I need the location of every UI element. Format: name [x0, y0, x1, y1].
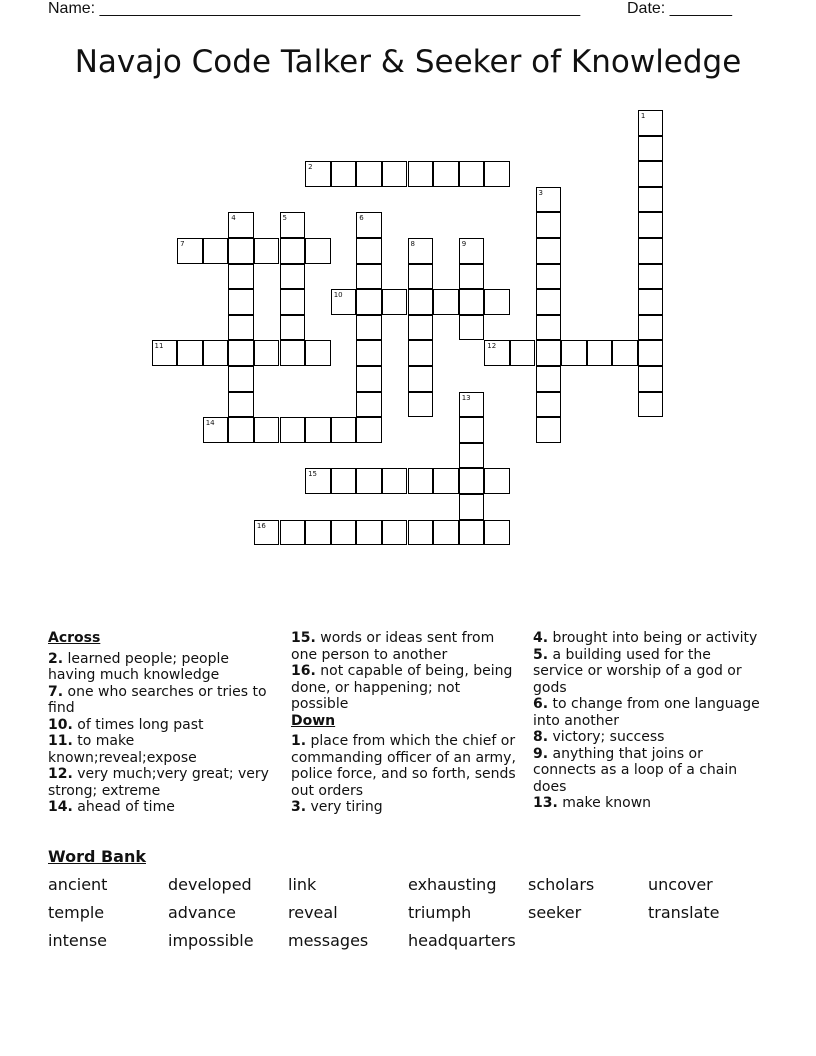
clue-number: 12 — [487, 342, 497, 351]
grid-cell[interactable] — [638, 392, 664, 418]
grid-cell[interactable] — [203, 238, 229, 264]
grid-cell[interactable] — [408, 340, 434, 366]
grid-cell[interactable] — [382, 520, 408, 546]
grid-cell[interactable] — [382, 468, 408, 494]
clue-number: 15 — [308, 470, 318, 479]
grid-cell[interactable] — [280, 238, 306, 264]
grid-cell[interactable] — [587, 340, 613, 366]
clue-column-2 — [291, 630, 519, 816]
grid-cell[interactable] — [356, 264, 382, 290]
grid-cell[interactable] — [305, 468, 331, 494]
grid-cell[interactable] — [433, 289, 459, 315]
clue-number: 16 — [256, 521, 266, 530]
grid-cell[interactable] — [638, 366, 664, 392]
grid-cell[interactable] — [254, 520, 280, 546]
grid-cell[interactable] — [484, 161, 510, 187]
grid-cell[interactable] — [612, 340, 638, 366]
clue-across-10: 10. of times long past — [48, 716, 204, 733]
clue-across-11: 11. to make known;reveal;expose — [48, 733, 197, 766]
grid-cell[interactable] — [433, 520, 459, 546]
word-bank-title: Word Bank — [48, 847, 147, 866]
clue-number: 10 — [333, 291, 343, 300]
grid-cell[interactable] — [382, 289, 408, 315]
grid-cell[interactable] — [280, 212, 306, 238]
word-bank-word: seeker — [528, 903, 582, 922]
clue-number: 2 — [308, 163, 313, 172]
clue-across-12: 12. very much;very great; very strong; extreme — [48, 766, 269, 799]
grid-cell[interactable] — [177, 340, 203, 366]
grid-cell[interactable] — [228, 392, 254, 418]
grid-cell[interactable] — [254, 417, 280, 443]
grid-cell[interactable] — [638, 110, 664, 136]
grid-cell[interactable] — [305, 340, 331, 366]
clue-across-2: 2. learned people; people having much knowledge — [48, 650, 230, 683]
clue-down-4: 4. brought into being or activity — [533, 630, 758, 646]
grid-cell[interactable] — [356, 392, 382, 418]
clue-number: 8 — [410, 240, 415, 248]
clue-number: 9 — [461, 240, 467, 248]
clue-number: 11 — [154, 342, 164, 351]
clue-number: 13 — [461, 393, 471, 402]
grid-cell[interactable] — [561, 340, 587, 366]
grid-cell[interactable] — [536, 238, 562, 264]
word-bank-word: reveal — [288, 903, 338, 922]
grid-cell[interactable] — [356, 238, 382, 264]
grid-cell[interactable] — [177, 238, 203, 264]
clue-column-1 — [48, 630, 270, 816]
grid-cell[interactable] — [459, 315, 485, 341]
grid-cell[interactable] — [408, 315, 434, 341]
clue-down-1: 1. place from which the chief or commanding officer of an army, police force, and so forth, sends out orders — [291, 733, 516, 799]
grid-cell[interactable] — [203, 340, 229, 366]
grid-cell[interactable] — [254, 238, 280, 264]
grid-cell[interactable] — [433, 161, 459, 187]
grid-cell[interactable] — [459, 468, 485, 494]
grid-cell[interactable] — [356, 161, 382, 187]
grid-cell[interactable] — [228, 212, 254, 238]
grid-cell[interactable] — [536, 392, 562, 418]
grid-cell[interactable] — [228, 264, 254, 290]
clue-column-3 — [533, 630, 761, 812]
grid-cell[interactable] — [203, 417, 229, 443]
grid-cell[interactable] — [638, 187, 664, 213]
grid-cell[interactable] — [305, 161, 331, 187]
date-field-label: Date: _______ — [627, 0, 732, 17]
across-heading: Across — [48, 630, 101, 646]
grid-cell[interactable] — [536, 340, 562, 366]
clue-number: 3 — [538, 188, 543, 197]
grid-cell[interactable] — [228, 315, 254, 341]
grid-cell[interactable] — [356, 212, 382, 238]
grid-cell[interactable] — [638, 264, 664, 290]
grid-cell[interactable] — [408, 161, 434, 187]
word-bank-word: impossible — [168, 931, 254, 950]
grid-cell[interactable] — [356, 315, 382, 341]
word-bank-word: translate — [648, 903, 720, 922]
grid-cell[interactable] — [228, 417, 254, 443]
word-bank-word: messages — [288, 931, 369, 950]
grid-cell[interactable] — [638, 136, 664, 162]
grid-cell[interactable] — [536, 187, 562, 213]
grid-cell[interactable] — [356, 417, 382, 443]
name-field-label: Name: ______________________________________________________ — [48, 0, 581, 17]
word-bank-word: ancient — [48, 875, 108, 894]
clue-down-9: 9. anything that joins or connects as a loop of a chain does — [533, 745, 738, 795]
grid-cell[interactable] — [228, 289, 254, 315]
clue-down-6: 6. to change from one language into another — [533, 696, 760, 729]
grid-cell[interactable] — [228, 366, 254, 392]
grid-cell[interactable] — [356, 289, 382, 315]
grid-cell[interactable] — [280, 417, 306, 443]
grid-cell[interactable] — [638, 238, 664, 264]
clue-number: 5 — [282, 214, 287, 223]
grid-cell[interactable] — [484, 340, 510, 366]
grid-cell[interactable] — [280, 520, 306, 546]
grid-cell[interactable] — [280, 264, 306, 290]
grid-cell[interactable] — [228, 340, 254, 366]
grid-cell[interactable] — [408, 520, 434, 546]
grid-cell[interactable] — [331, 468, 357, 494]
word-bank-word: developed — [168, 875, 252, 894]
grid-cell[interactable] — [408, 289, 434, 315]
grid-cell[interactable] — [228, 238, 254, 264]
down-heading: Down — [291, 712, 336, 729]
grid-cell[interactable] — [408, 392, 434, 418]
clue-down-5: 5. a building used for the service or worship of a god or gods — [533, 646, 742, 696]
grid-cell[interactable] — [408, 238, 434, 264]
grid-cell[interactable] — [536, 264, 562, 290]
grid-cell[interactable] — [408, 468, 434, 494]
grid-cell[interactable] — [638, 315, 664, 341]
clue-down-8: 8. victory; success — [533, 729, 665, 745]
word-bank-word: headquarters — [408, 931, 516, 950]
clue-number: 7 — [180, 240, 185, 248]
clue-across-15: 15. words or ideas sent from one person to another — [291, 630, 495, 663]
grid-cell[interactable] — [433, 468, 459, 494]
grid-cell[interactable] — [484, 289, 510, 315]
grid-cell[interactable] — [356, 468, 382, 494]
grid-cell[interactable] — [305, 520, 331, 546]
grid-cell[interactable] — [280, 289, 306, 315]
clue-across-16: 16. not capable of being, being done, or happening; not possible — [291, 663, 513, 712]
clue-number: 4 — [231, 214, 236, 223]
grid-cell[interactable] — [331, 520, 357, 546]
grid-cell[interactable] — [305, 238, 331, 264]
word-bank-word: triumph — [408, 903, 472, 922]
grid-cell[interactable] — [510, 340, 536, 366]
grid-cell[interactable] — [382, 161, 408, 187]
grid-cell[interactable] — [280, 315, 306, 341]
grid-cell[interactable] — [459, 520, 485, 546]
page-title: Navajo Code Talker & Seeker of Knowledge — [74, 44, 742, 80]
clue-number: 1 — [640, 112, 646, 120]
grid-cell[interactable] — [331, 161, 357, 187]
grid-cell[interactable] — [638, 212, 664, 238]
grid-cell[interactable] — [536, 212, 562, 238]
word-bank-word: temple — [48, 903, 105, 922]
word-bank-word: uncover — [648, 875, 713, 894]
grid-cell[interactable] — [408, 366, 434, 392]
grid-cell[interactable] — [536, 366, 562, 392]
grid-cell[interactable] — [459, 161, 485, 187]
grid-cell[interactable] — [459, 443, 485, 469]
clue-across-7: 7. one who searches or tries to find — [48, 683, 267, 716]
word-bank-word: advance — [168, 903, 237, 922]
grid-cell[interactable] — [484, 520, 510, 546]
grid-cell[interactable] — [459, 494, 485, 520]
grid-cell[interactable] — [459, 417, 485, 443]
clue-down-3: 3. very tiring — [291, 799, 383, 815]
grid-cell[interactable] — [638, 289, 664, 315]
clue-across-14: 14. ahead of time — [48, 799, 175, 815]
grid-cell[interactable] — [356, 366, 382, 392]
clue-down-13: 13. make known — [533, 795, 652, 811]
grid-cell[interactable] — [638, 161, 664, 187]
grid-cell[interactable] — [484, 468, 510, 494]
grid-cell[interactable] — [152, 340, 178, 366]
grid-cell[interactable] — [280, 340, 306, 366]
word-bank-word: intense — [48, 931, 108, 950]
clue-number: 6 — [359, 214, 364, 223]
grid-cell[interactable] — [305, 417, 331, 443]
grid-cell[interactable] — [356, 340, 382, 366]
grid-cell[interactable] — [459, 238, 485, 264]
grid-cell[interactable] — [459, 289, 485, 315]
grid-cell[interactable] — [459, 392, 485, 418]
grid-cell[interactable] — [536, 315, 562, 341]
grid-cell[interactable] — [408, 264, 434, 290]
grid-cell[interactable] — [459, 264, 485, 290]
grid-cell[interactable] — [638, 340, 664, 366]
grid-cell[interactable] — [356, 520, 382, 546]
word-bank-word: exhausting — [408, 875, 497, 894]
grid-cell[interactable] — [536, 417, 562, 443]
clue-number: 14 — [205, 419, 215, 428]
word-bank-word: scholars — [528, 875, 595, 894]
grid-cell[interactable] — [254, 340, 280, 366]
grid-cell[interactable] — [536, 289, 562, 315]
grid-cell[interactable] — [331, 417, 357, 443]
grid-cell[interactable] — [331, 289, 357, 315]
word-bank-word: link — [288, 875, 317, 894]
